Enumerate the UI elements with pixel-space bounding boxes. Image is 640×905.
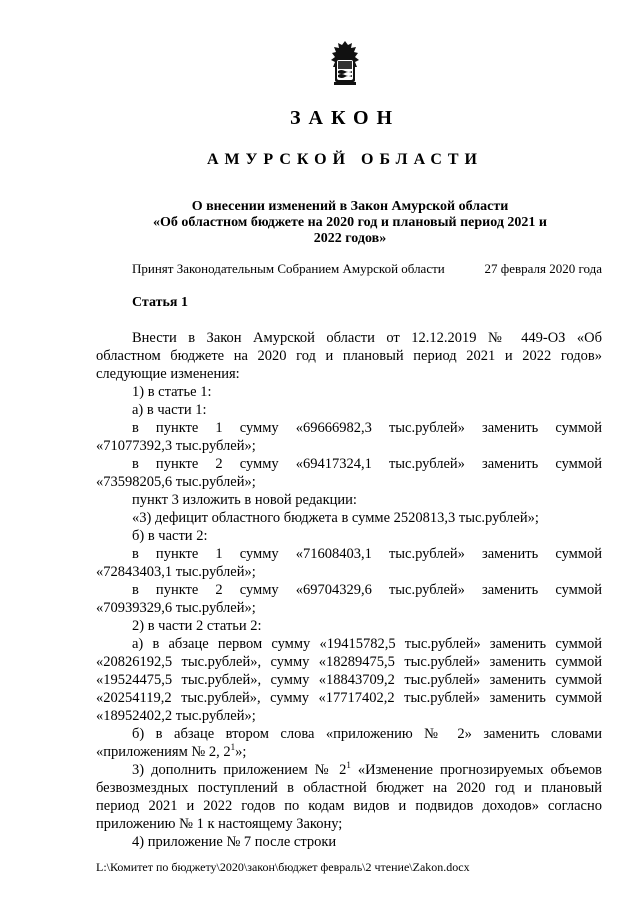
body-line	[96, 761, 602, 779]
region-title: АМУРСКОЙ ОБЛАСТИ	[207, 151, 483, 168]
body-line: пункт 3 изложить в новой редакции:	[132, 492, 357, 508]
body-line: 1) в статье 1:	[132, 384, 212, 400]
body-line	[96, 743, 602, 761]
body-line: в пункте 1 сумму «71608403,1 тыс.рублей» заменить суммой	[132, 546, 602, 562]
adopted-date: 27 февраля 2020 года	[484, 261, 602, 276]
body-line: Внести в Закон Амурской области от 12.12.2019 № 449-ОЗ «Об	[132, 330, 602, 346]
document-subject	[130, 199, 570, 247]
body-text-part: «Изменение прогнозируемых объемов	[350, 762, 602, 778]
body-line: «73598205,6 тыс.рублей»;	[96, 474, 256, 490]
body-line: б) в абзаце втором слова «приложению № 2» заменить словами	[132, 726, 602, 742]
body-line: «70939329,6 тыс.рублей»;	[96, 600, 256, 616]
superscript: 1	[230, 742, 236, 753]
body-line: а) в абзаце первом сумму «19415782,5 тыс.рублей» заменить суммой	[132, 636, 602, 652]
body-line: «3) дефицит областного бюджета в сумме 2520813,3 тыс.рублей»;	[132, 510, 539, 526]
coat-of-arms-icon	[326, 40, 364, 88]
body-line: «19524475,5 тыс.рублей», сумму «18843709,2 тыс.рублей» заменить суммой	[96, 672, 602, 688]
body-line: «18952402,2 тыс.рублей»;	[96, 708, 256, 724]
body-line: период 2021 и 2022 годов по кодам видов и подвидов доходов» согласно	[96, 798, 602, 814]
body-line: 2) в части 2 статьи 2:	[132, 618, 262, 634]
body-text-part: «приложениям № 2, 2	[96, 744, 231, 760]
adoption-info	[132, 261, 602, 277]
body-line: «20254119,2 тыс.рублей», сумму «17717402,2 тыс.рублей» заменить суммой	[96, 690, 602, 706]
body-line: в пункте 1 сумму «69666982,3 тыс.рублей» заменить суммой	[132, 420, 602, 436]
article-title: Статья 1	[132, 295, 188, 310]
body-line: безвозмездных поступлений в областной бюджет на 2020 год и плановый	[96, 780, 602, 796]
subject-line: 2022 годов»	[313, 231, 387, 246]
adopted-by: Принят Законодательным Собранием Амурской области	[132, 261, 445, 276]
body-line: б) в части 2:	[132, 528, 208, 544]
article-body	[96, 329, 602, 851]
body-line: в пункте 2 сумму «69704329,6 тыс.рублей» заменить суммой	[132, 582, 602, 598]
body-line: «71077392,3 тыс.рублей»;	[96, 438, 256, 454]
subject-line: О внесении изменений в Закон Амурской области	[191, 199, 509, 214]
file-path: L:\Комитет по бюджету\2020\закон\бюджет февраль\2 чтение\Zakon.docx	[96, 860, 470, 874]
body-line: в пункте 2 сумму «69417324,1 тыс.рублей» заменить суммой	[132, 456, 602, 472]
subject-line: «Об областном бюджете на 2020 год и плановый период 2021 и	[153, 215, 547, 230]
body-text-part: »;	[235, 744, 247, 760]
body-line: «72843403,1 тыс.рублей»;	[96, 564, 256, 580]
body-text-part: 3) дополнить приложением № 2	[132, 762, 347, 778]
body-line: а) в части 1:	[132, 402, 207, 418]
body-line: «20826192,5 тыс.рублей», сумму «18289475,5 тыс.рублей» заменить суммой	[96, 654, 602, 670]
body-line: следующие изменения:	[96, 366, 240, 382]
body-line: 4) приложение № 7 после строки	[132, 834, 337, 850]
law-title: ЗАКОН	[289, 107, 401, 129]
body-line: областном бюджете на 2020 год и плановый период 2021 и 2022 годов»	[96, 348, 602, 364]
superscript: 1	[346, 760, 351, 771]
body-line: приложению № 1 к настоящему Закону;	[96, 816, 343, 832]
